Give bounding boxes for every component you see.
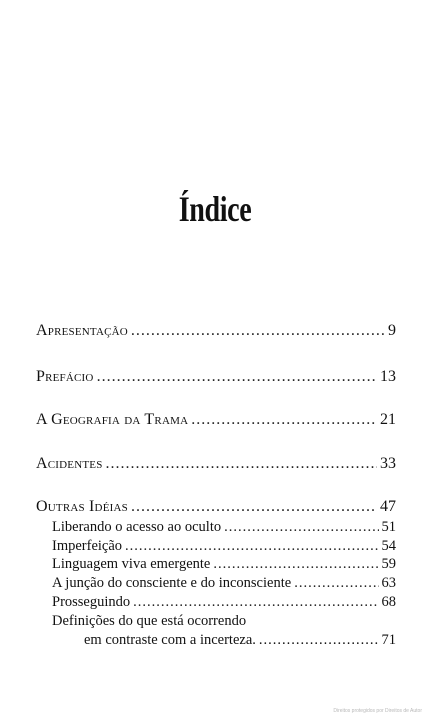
dot-leader — [131, 497, 377, 517]
toc-subentry-page: 59 — [381, 556, 396, 572]
toc-entry-label: Acidentes — [36, 455, 103, 472]
toc-subentry-label: Definições do que está ocorrendo — [52, 613, 247, 629]
toc-entry-page: 33 — [380, 455, 396, 472]
dot-leader — [131, 321, 385, 341]
page-title: Índice — [178, 189, 252, 229]
toc-subentry-label: Linguagem viva emergente — [52, 556, 211, 572]
toc-entry-label: Outras Idéias — [36, 498, 128, 515]
toc-subentry-page: 71 — [381, 632, 396, 648]
toc-entry-page: 13 — [380, 368, 396, 385]
dot-leader — [259, 631, 379, 649]
toc-subentry-label: Liberando o acesso ao oculto — [52, 519, 222, 535]
toc-subentry-prosseguindo[interactable] — [52, 593, 396, 611]
toc-entry-page: 9 — [388, 322, 396, 339]
toc-subentry-liberando[interactable] — [52, 518, 396, 536]
toc-subentry-label: A junção do consciente e do inconsciente — [52, 575, 292, 591]
toc-subentry-page: 54 — [381, 538, 396, 554]
dot-leader — [106, 454, 377, 474]
dot-leader — [191, 410, 377, 430]
toc-entry-label: Apresentação — [36, 322, 128, 339]
toc-entry-acidentes[interactable] — [36, 454, 396, 474]
dot-leader — [133, 593, 378, 611]
toc-subentry-page: 68 — [381, 594, 396, 610]
toc-entry-prefacio[interactable] — [36, 367, 396, 387]
toc-entry-outras-ideias[interactable] — [36, 497, 396, 517]
toc-subentry-linguagem[interactable] — [52, 555, 396, 573]
copyright-watermark: Direitos protegidos por Direitos de Autor — [333, 708, 422, 714]
dot-leader — [224, 518, 378, 536]
toc-subentry-label: Prosseguindo — [52, 594, 131, 610]
toc-entry-apresentacao[interactable] — [36, 321, 396, 341]
toc-subentry-definicoes-continuation[interactable] — [84, 631, 396, 649]
toc-subentry-label: em contraste com a incerteza. — [84, 632, 256, 648]
toc-entry-label: Prefácio — [36, 368, 94, 385]
toc-subentry-page: 63 — [381, 575, 396, 591]
dot-leader — [97, 367, 377, 387]
toc-subentry-definicoes[interactable] — [52, 612, 396, 630]
toc-entry-label: A Geografia da Trama — [36, 411, 189, 428]
toc-entry-page: 21 — [380, 411, 396, 428]
toc-subentry-label: Imperfeição — [52, 538, 123, 554]
dot-leader — [294, 574, 378, 592]
toc-entry-page: 47 — [380, 498, 396, 515]
dot-leader — [213, 555, 378, 573]
toc-subentry-page: 51 — [381, 519, 396, 535]
dot-leader — [125, 537, 378, 555]
toc-subentry-imperfeicao[interactable] — [52, 537, 396, 555]
toc-subentry-juncao[interactable] — [52, 574, 396, 592]
toc-entry-geografia[interactable] — [36, 410, 396, 430]
